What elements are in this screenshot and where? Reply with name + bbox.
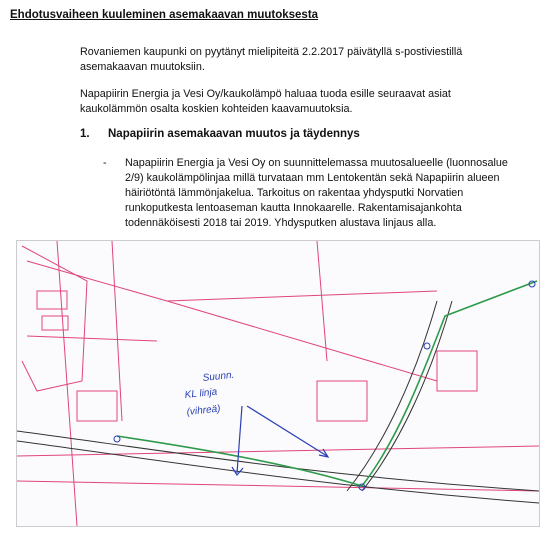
bullet-marker: -	[103, 157, 107, 169]
paragraph-intro: Napapiirin Energia ja Vesi Oy/kaukolämpö haluaa tuoda esille seuraavat asiat kaukolämmön osalta koskien kohteiden kaavamuutoksia.	[80, 88, 451, 115]
document-title: Ehdotusvaiheen kuuleminen asemakaavan muutoksesta	[10, 9, 319, 21]
map-annotation-line-3: (vihreä)	[186, 403, 222, 418]
section-title: Napapiirin asemakaavan muutos ja täydennys	[108, 128, 360, 140]
map-roads	[17, 301, 539, 503]
map-annotation-line-2: KL linja	[184, 386, 218, 401]
map-plan-lines	[17, 241, 539, 526]
map-symbols	[114, 281, 535, 490]
zoning-map-drawing	[17, 241, 539, 526]
map-annotation-line-1: Suunn.	[202, 369, 235, 384]
section-number: 1.	[80, 128, 90, 140]
zoning-map-figure	[16, 240, 540, 527]
section-heading	[80, 128, 360, 140]
paragraph-request: Rovaniemen kaupunki on pyytänyt mielipiteitä 2.2.2017 päivätyllä s-postiviestillä asemakaavan muutoksiin.	[80, 46, 463, 73]
bullet-text: Napapiirin Energia ja Vesi Oy on suunnittelemassa muutosalueelle (luonnosalue 2/9) kaukolämpölinjaa millä turvataan mm Lentokentän sekä Napapiirin alueen häiriötöntä lämmönjakelua. Tarkoitus on rakentaa yhdysputki Norvatien runkoputkesta lentoaseman kautta Innokaarelle. Rakentamisajankohta todennäköisesti 2018 tai 2019. Yhdysputken alustava linjaus alla.	[125, 157, 508, 229]
